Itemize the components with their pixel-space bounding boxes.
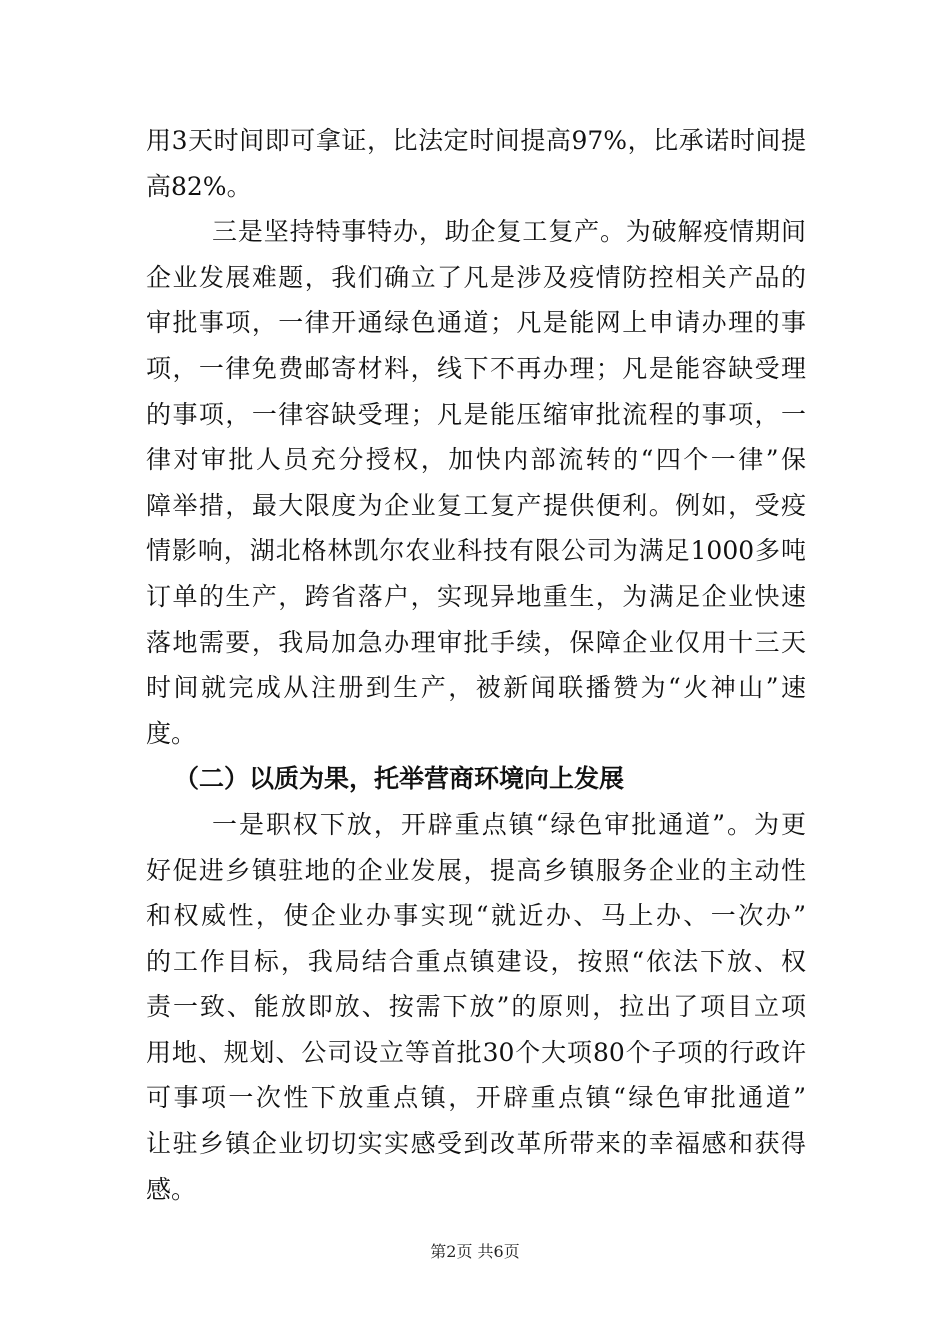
page-number: 第2页 共6页 xyxy=(430,1242,520,1261)
body-line: 让驻乡镇企业切切实实感受到改革所带来的幸福感和获得 xyxy=(146,1129,806,1159)
body-line: 障举措，最大限度为企业复工复产提供便利。例如，受疫 xyxy=(146,490,806,520)
paragraph-first-line: 一是职权下放，开辟重点镇“绿色审批通道”。为更 xyxy=(212,809,806,839)
body-line: 感。 xyxy=(146,1174,197,1204)
body-line: 的事项，一律容缺受理；凡是能压缩审批流程的事项，一 xyxy=(146,399,806,429)
body-line: 律对审批人员充分授权，加快内部流转的“四个一律”保 xyxy=(146,445,806,475)
body-line: 责一致、能放即放、按需下放”的原则，拉出了项目立项 xyxy=(146,992,806,1022)
body-line: 订单的生产，跨省落户，实现异地重生，为满足企业快速 xyxy=(146,581,806,611)
body-line: 情影响，湖北格林凯尔农业科技有限公司为满足1000多吨 xyxy=(146,536,806,566)
body-line: 高82%。 xyxy=(146,171,252,201)
body-line: 和权威性，使企业办事实现“就近办、马上办、一次办” xyxy=(146,901,806,931)
body-line: 企业发展难题，我们确立了凡是涉及疫情防控相关产品的 xyxy=(146,262,806,292)
body-line: 的工作目标，我局结合重点镇建设，按照“依法下放、权 xyxy=(146,946,806,976)
body-line: 落地需要，我局加急办理审批手续，保障企业仅用十三天 xyxy=(146,627,806,657)
paragraph-first-line: 三是坚持特事特办，助企复工复产。为破解疫情期间 xyxy=(212,217,806,247)
body-line: 用地、规划、公司设立等首批30个大项80个子项的行政许 xyxy=(146,1037,806,1067)
body-line: 项，一律免费邮寄材料，线下不再办理；凡是能容缺受理 xyxy=(146,353,806,383)
body-line: 好促进乡镇驻地的企业发展，提高乡镇服务企业的主动性 xyxy=(146,855,806,885)
body-line: 可事项一次性下放重点镇，开辟重点镇“绿色审批通道” xyxy=(146,1083,806,1113)
body-line: 时间就完成从注册到生产，被新闻联播赞为“火神山”速 xyxy=(146,673,806,703)
body-line: 用3天时间即可拿证，比法定时间提高97%，比承诺时间提 xyxy=(146,126,806,155)
body-line: 审批事项，一律开通绿色通道；凡是能网上申请办理的事 xyxy=(146,308,806,338)
section-heading: （二）以质为果，托举营商环境向上发展 xyxy=(174,764,625,794)
document-body xyxy=(146,118,806,1212)
body-line: 度。 xyxy=(146,718,197,748)
